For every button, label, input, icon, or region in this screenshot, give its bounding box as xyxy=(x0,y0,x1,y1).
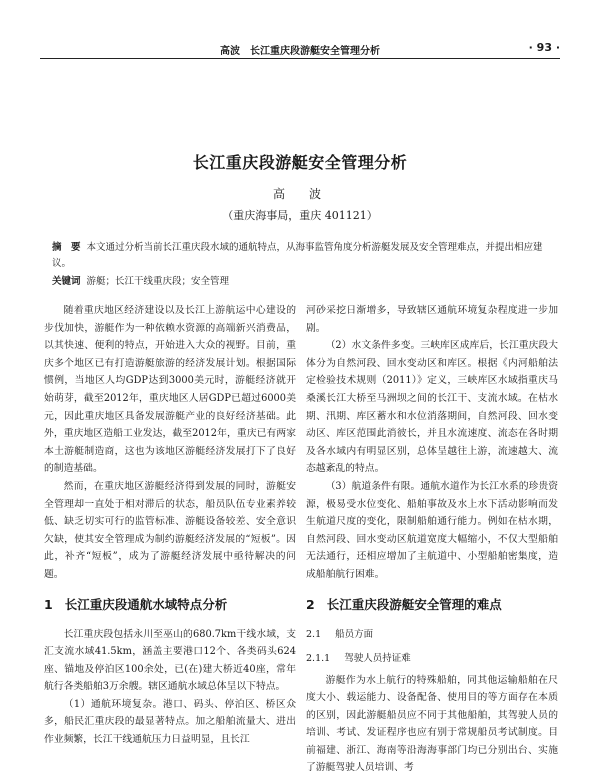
subsection-2-1-title: 船员方面 xyxy=(335,629,373,640)
author-affiliation: （重庆海事局，重庆 401121） xyxy=(0,207,600,223)
section-1-paragraph-4: （3）航道条件有限。通航水道作为长江水系的珍贵资源，极易受水位变化、船舶事故及水上水下活动影响而发生航道尺度的变化，限制船舶通行能力。例如在枯水期，自然河段、回水变动区航道宽度大幅缩小，不仅大型船舶无法通行，还相应增加了主航道中、小型船舶密集度，造成船舶航行困难。 xyxy=(306,478,558,584)
right-column xyxy=(306,302,558,777)
section-1-paragraph-1: 长江重庆段包括永川至巫山的680.7km干线水域，支汇支流水域41.5km，涵盖主要港口12个、各类码头624座、锚地及停泊区100余处，已(在)建大桥近40座，常年航行各类船舶3万余艘。辖区通航水域总体呈以下特点。 xyxy=(44,626,296,696)
subsection-2-1-1-heading xyxy=(306,650,558,668)
keywords-label: 关键词 xyxy=(52,276,81,287)
section-1-heading xyxy=(44,596,296,614)
abstract-text: 本文通过分析当前长江重庆段水域的通航特点，从海事监管角度分析游艇发展及安全管理难点，并提出相应建议。 xyxy=(52,242,543,269)
article-title: 长江重庆段游艇安全管理分析 xyxy=(0,150,600,173)
keywords xyxy=(52,274,548,290)
section-1-paragraph-2: （1）通航环境复杂。港口、码头、停泊区、桥区众多，船民汇重庆段的最显著特点。加之船舶流量大、进出作业频繁，长江干线通航压力日益明显，且长江 xyxy=(44,696,296,749)
section-1-title: 长江重庆段通航水域特点分析 xyxy=(65,597,228,612)
subsection-2-1-heading xyxy=(306,626,558,644)
section-2-title: 长江重庆段游艇安全管理的难点 xyxy=(327,597,502,612)
subsection-2-1-1-number: 2.1.1 xyxy=(306,653,330,664)
section-1-number: 1 xyxy=(44,597,53,612)
keywords-text: 游艇；长江干线重庆段；安全管理 xyxy=(87,276,230,287)
abstract-label: 摘 要 xyxy=(52,242,81,253)
section-2-heading xyxy=(306,596,558,614)
author-name: 高 波 xyxy=(0,185,600,202)
section-1-paragraph-2-continued: 河砂采挖日渐增多，导致辖区通航环境复杂程度进一步加剧。 xyxy=(306,302,558,337)
section-2-number: 2 xyxy=(306,597,315,612)
section-1-paragraph-3: （2）水文条件多变。三峡库区成库后，长江重庆段大体分为自然河段、回水变动区和库区。根据《内河船舶法定检验技术规则（2011）》定义，三峡库区水域指重庆马桑溪长江大桥至马洲坝之间的长江干、支流水域。在枯水期、汛期、库区蓄水和水位消落期间，自然河段、回水变动区、库区范围此消彼长，并且水流速度、流态在各时期及各水域内有明显区别，总体呈越往上游，流速越大、流态越紊乱的特点。 xyxy=(306,337,558,478)
subsection-2-1-1-paragraph: 游艇作为水上航行的特殊船舶，同其他运输船舶在尺度大小、载运能力、设备配备、使用目的等方面存在本质的区别，因此游艇船员应不同于其他船舶，其驾驶人员的培训、考试、发证程序也应有别于常规船员考试制度。目前福建、浙江、海南等沿海海事部门均已分别出台、实施了游艇驾驶人员培训、考 xyxy=(306,672,558,777)
running-title: 高波 长江重庆段游艇安全管理分析 xyxy=(40,42,560,57)
running-header xyxy=(40,40,560,59)
intro-paragraph-2: 然而，在重庆地区游艇经济得到发展的同时，游艇安全管理却一直处于相对滞后的状态，船员队伍专业素养较低、缺乏切实可行的监管标准、游艇设备较差、安全意识欠缺，使其安全管理成为制约游艇经济发展的“短板”。因此，补齐“短板”，成为了游艇经济发展中亟待解决的问题。 xyxy=(44,478,296,584)
intro-paragraph-1: 随着重庆地区经济建设以及长江上游航运中心建设的步伐加快，游艇作为一种依赖水资源的高端新兴消费品，以其快速、便利的特点，开始进入大众的视野。目前，重庆多个地区已有打造游艇旅游的经济发展计划。根据国际惯例，当地区人均GDP达到3000美元时，游艇经济就开始萌芽，截至2012年，重庆地区人居GDP已超过6000美元，因此重庆地区具备发展游艇产业的良好经济基础。此外，重庆地区造船工业发达，截至2012年，重庆已有两家本土游艇制造商，这也为该地区游艇经济发展打下了良好的制造基础。 xyxy=(44,302,296,478)
subsection-2-1-1-title: 驾驶人员持证难 xyxy=(344,653,411,664)
page-number: · 93 · xyxy=(529,41,560,54)
abstract xyxy=(52,240,548,272)
left-column xyxy=(44,302,296,749)
subsection-2-1-number: 2.1 xyxy=(306,629,321,640)
